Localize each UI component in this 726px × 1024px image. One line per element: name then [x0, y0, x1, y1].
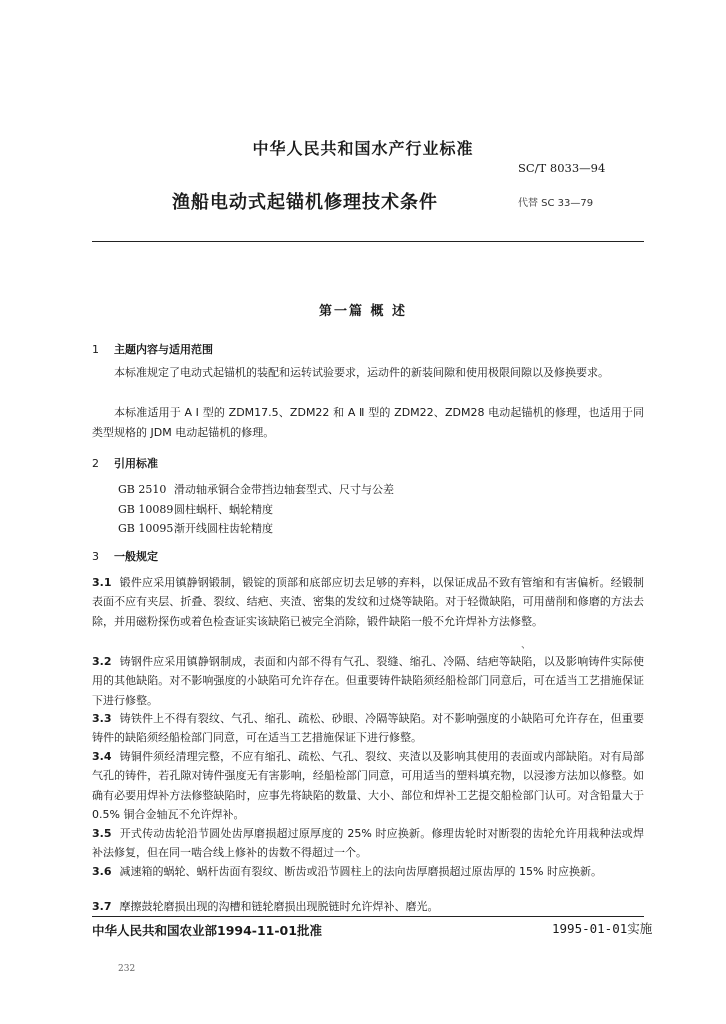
clause-3-2: [92, 652, 644, 710]
clause-3-1: [92, 573, 644, 631]
section-3-heading: [92, 548, 158, 564]
approval-date: 中华人民共和国农业部1994-11-01批准: [92, 923, 322, 938]
document-title: 渔船电动式起锚机修理技术条件: [172, 192, 438, 213]
clause-number: 3.2: [92, 655, 112, 668]
reference-item: [118, 501, 273, 517]
footer-divider: [92, 916, 644, 917]
issuer-title: 中华人民共和国水产行业标准: [252, 139, 474, 158]
clause-text: 摩擦鼓轮磨损出现的沟槽和链轮磨损出现脱链时允许焊补、磨光。: [119, 900, 439, 913]
clause-number: 3.3: [92, 712, 112, 725]
clause-text: 锻件应采用镇静钢锻制，锻锭的顶部和底部应切去足够的弃料，以保证成品不致有管缩和有害偏析。经锻制表面不应有夹层、折叠、裂纹、结疤、夹渣、密集的发纹和过烧等缺陷。对于轻微缺陷，可用凿削和修磨的方法去除，并用磁粉探伤或着色检查证实该缺陷已被完全消除，锻件缺陷一般不允许焊补方法修整。: [92, 576, 644, 628]
clause-3-5: [92, 824, 644, 863]
effective-date: 1995-01-01实施: [552, 921, 653, 936]
clause-text: 开式传动齿轮沿节圆处齿厚磨损超过原厚度的 25% 时应换新。修理齿轮时对断裂的齿轮允许用栽种法或焊补法修复，但在同一啮合线上修补的齿数不得超过一个。: [92, 827, 644, 860]
part-title: 第一篇 概 述: [318, 304, 408, 319]
header-divider: [92, 241, 644, 242]
stray-mark: 、: [521, 640, 531, 651]
reference-code: GB 2510: [118, 483, 167, 496]
standard-number: SC/T 8033—94: [518, 161, 606, 175]
section-number: 1: [92, 343, 99, 356]
replaces-standard: 代替 SC 33—79: [518, 198, 594, 209]
reference-name: 滑动轴承铜合金带挡边轴套型式、尺寸与公差: [174, 483, 394, 496]
clause-number: 3.7: [92, 900, 112, 913]
reference-item: [118, 520, 273, 536]
paragraph: 本标准适用于 A Ⅰ 型的 ZDM17.5、ZDM22 和 A Ⅱ 型的 ZDM22、ZDM28 电动起锚机的修理，也适用于同类型规格的 JDM 电动起锚机的修理。: [92, 406, 644, 439]
section-title: 一般规定: [114, 550, 158, 563]
clause-number: 3.5: [92, 827, 112, 840]
reference-item: [118, 481, 394, 497]
clause-text: 铸钢件应采用镇静钢制成，表面和内部不得有气孔、裂缝、缩孔、冷隔、结疤等缺陷，以及影响铸件实际使用的其他缺陷。对不影响强度的小缺陷可允许存在。但重要铸件缺陷须经船检部门同意后，可在适当工艺措施保证下进行修整。: [92, 655, 644, 707]
clause-3-4: [92, 747, 644, 825]
section-2-heading: [92, 455, 158, 471]
page-number: 232: [118, 964, 136, 974]
clause-text: 铸铁件上不得有裂纹、气孔、缩孔、疏松、砂眼、冷隔等缺陷。对不影响强度的小缺陷可允许存在，但重要铸件的缺陷须经船检部门同意，可在适当工艺措施保证下进行修整。: [92, 712, 644, 745]
clause-number: 3.1: [92, 576, 112, 589]
paragraph: 本标准规定了电动式起锚机的装配和运转试验要求，运动件的新装间隙和使用极限间隙以及修换要求。: [114, 366, 609, 379]
section-title: 主题内容与适用范围: [114, 343, 213, 356]
section-number: 2: [92, 457, 99, 470]
clause-number: 3.6: [92, 865, 112, 878]
clause-number: 3.4: [92, 750, 112, 763]
clause-text: 减速箱的蜗轮、蜗杆齿面有裂纹、断齿或沿节圆柱上的法向齿厚磨损超过原齿厚的 15% 时应换新。: [119, 865, 602, 878]
clause-3-7: [92, 897, 644, 916]
section-number: 3: [92, 550, 99, 563]
section-1-heading: [92, 341, 213, 357]
reference-code: GB 10095: [118, 522, 174, 535]
reference-code: GB 10089: [118, 503, 174, 516]
clause-text: 铸铜件须经清理完整，不应有缩孔、疏松、气孔、裂纹、夹渣以及影响其使用的表面或内部缺陷。对有局部气孔的铸件，若孔隙对铸件强度无有害影响，经船检部门同意，可用适当的塑料填充物，以浸渗方法加以修整。如确有必要用焊补方法修整缺陷时，应事先将缺陷的数量、大小、部位和焊补工艺提交船检部门认可。对含铅量大于 0.5% 铜合金轴瓦不允许焊补。: [92, 750, 644, 822]
clause-3-6: [92, 862, 644, 881]
clause-3-3: [92, 709, 644, 748]
section-title: 引用标准: [114, 457, 158, 470]
reference-name: 圆柱蜗杆、蜗轮精度: [174, 503, 273, 516]
reference-name: 渐开线圆柱齿轮精度: [174, 522, 273, 535]
